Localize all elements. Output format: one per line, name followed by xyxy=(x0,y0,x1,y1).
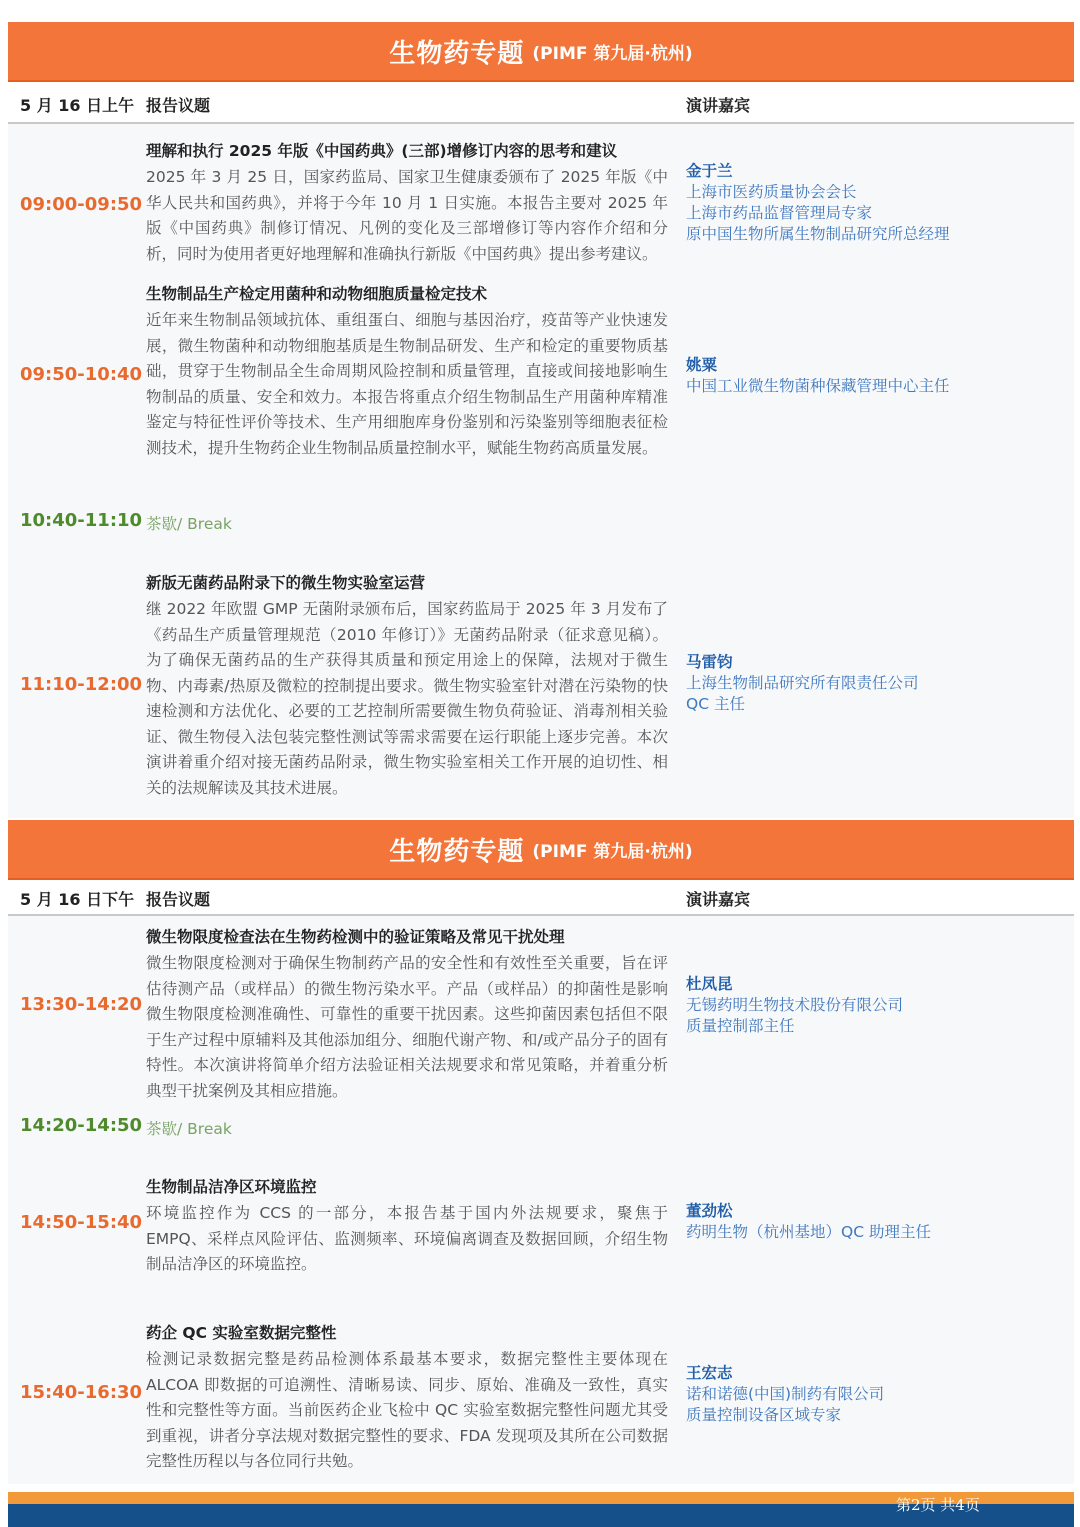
slot-time: 14:50-15:40 xyxy=(20,1212,143,1233)
slot-topic xyxy=(146,283,668,461)
topic-description: 微生物限度检测对于确保生物制药产品的安全性和有效性至关重要，旨在评估待测产品（或样品）的微生物污染水平。产品（或样品）的抑菌性是影响微生物限度检测准确性、可靠性的重要干扰因素。这些抑菌因素包括但不限于生产过程中原辅料及其他添加组分、细胞代谢产物、和/或产品分子的固有特性。本次演讲将简单介绍方法验证相关法规要求和常见策略，并着重分析典型干扰案例及其相应措施。 xyxy=(146,954,668,1100)
banner-subtitle: (PIMF 第九届·杭州) xyxy=(532,841,693,862)
banner-title: 生物药专题 xyxy=(389,38,525,69)
topic-title: 新版无菌药品附录下的微生物实验室运营 xyxy=(146,574,426,592)
speaker-info xyxy=(686,652,1066,715)
header-date: 5 月 16 日下午 xyxy=(20,890,135,909)
speaker-title: 质量控制部主任 xyxy=(686,1017,795,1035)
slot-time: 13:30-14:20 xyxy=(20,994,143,1015)
break-label: 茶歇/ Break xyxy=(146,1120,232,1138)
agenda-section-morning xyxy=(8,22,1074,818)
page-number: 第2页 共4页 xyxy=(896,1496,980,1514)
agenda-section-afternoon xyxy=(8,820,1074,1484)
speaker-name: 马雷钧 xyxy=(686,653,733,671)
speaker-title: 质量控制设备区域专家 xyxy=(686,1406,842,1424)
column-header xyxy=(8,82,1074,124)
speaker-title: 上海生物制品研究所有限责任公司 xyxy=(686,674,919,692)
slot-time: 09:00-09:50 xyxy=(20,194,143,215)
topic-title: 微生物限度检查法在生物药检测中的验证策略及常见干扰处理 xyxy=(146,928,565,946)
slot-time: 11:10-12:00 xyxy=(20,674,143,695)
topic-title: 生物制品生产检定用菌种和动物细胞质量检定技术 xyxy=(146,285,488,303)
topic-title: 生物制品洁净区环境监控 xyxy=(146,1178,317,1196)
topic-description: 继 2022 年欧盟 GMP 无菌附录颁布后，国家药监局于 2025 年 3 月发布了《药品生产质量管理规范（2010 年修订）》无菌药品附录（征求意见稿）。为了确保无菌药品的生产获得其质量和预定用途上的保障，法规对于微生物、内毒素/热原及微粒的控制提出要求。微生物实验室针对潜在污染物的快速检测和方法优化、必要的工艺控制所需要微生物负荷验证、消毒剂相关验证、微生物侵入法包装完整性测试等需求需要在运行职能上逐步完善。本次演讲着重介绍对接无菌药品附录，微生物实验室相关工作开展的迫切性、相关的法规解读及其技术进展。 xyxy=(146,600,668,797)
speaker-name: 杜凤昆 xyxy=(686,975,733,993)
topic-description: 检测记录数据完整是药品检测体系最基本要求，数据完整性主要体现在 ALCOA 即数据的可追溯性、清晰易读、同步、原始、准确及一致性，真实性和完整性等方面。当前医药企业飞检中 QC 实验室数据完整性问题尤其受到重视，讲者分享法规对数据完整性的要求、FDA 发现项及其所在公司数据完整性历程以与各位同行共勉。 xyxy=(146,1350,668,1470)
header-speaker: 演讲嘉宾 xyxy=(686,96,751,115)
header-date: 5 月 16 日上午 xyxy=(20,96,135,115)
speaker-info xyxy=(686,355,1066,397)
slot-time: 15:40-16:30 xyxy=(20,1382,143,1403)
slot-topic xyxy=(146,140,668,267)
section-banner xyxy=(8,820,1074,880)
topic-description: 2025 年 3 月 25 日，国家药监局、国家卫生健康委颁布了 2025 年版《中华人民共和国药典》，并将于今年 10 月 1 日实施。本报告主要对 2025 年版《中国药典》制修订情况、凡例的变化及三部增修订等内容作介绍和分析，同时为使用者更好地理解和准确执行新版《中国药典》提出参考建议。 xyxy=(146,168,668,263)
slot-time: 09:50-10:40 xyxy=(20,364,143,385)
speaker-title: 上海市药品监督管理局专家 xyxy=(686,204,873,222)
speaker-title: 原中国生物所属生物制品研究所总经理 xyxy=(686,225,950,243)
header-topic: 报告议题 xyxy=(146,890,211,909)
header-speaker: 演讲嘉宾 xyxy=(686,890,751,909)
section-banner xyxy=(8,22,1074,82)
topic-description: 近年来生物制品领域抗体、重组蛋白、细胞与基因治疗，疫苗等产业快速发展，微生物菌种和动物细胞基质是生物制品研发、生产和检定的重要物质基础，贯穿于生物制品全生命周期风险控制和质量管理，直接或间接地影响生物制品的质量、安全和效力。本报告将重点介绍生物制品生产用菌种库精准鉴定与特征性评价等技术、生产用细胞库身份鉴别和污染鉴别等细胞表征检测技术，提升生物药企业生物制品质量控制水平，赋能生物药高质量发展。 xyxy=(146,311,668,457)
banner-subtitle: (PIMF 第九届·杭州) xyxy=(532,43,693,64)
break-time: 14:20-14:50 xyxy=(20,1115,143,1136)
speaker-title: 上海市医药质量协会会长 xyxy=(686,183,857,201)
topic-title: 药企 QC 实验室数据完整性 xyxy=(146,1324,337,1342)
speaker-name: 姚粟 xyxy=(686,356,718,374)
speaker-title: 无锡药明生物技术股份有限公司 xyxy=(686,996,904,1014)
break-time: 10:40-11:10 xyxy=(20,510,143,531)
speaker-info xyxy=(686,1363,1066,1426)
speaker-name: 王宏志 xyxy=(686,1364,733,1382)
banner-title: 生物药专题 xyxy=(389,836,525,867)
speaker-title: 药明生物（杭州基地）QC 助理主任 xyxy=(686,1223,931,1241)
speaker-title: QC 主任 xyxy=(686,695,745,713)
speaker-info xyxy=(686,974,1066,1037)
header-topic: 报告议题 xyxy=(146,96,211,115)
break-label: 茶歇/ Break xyxy=(146,515,232,533)
slot-topic xyxy=(146,926,668,1104)
slot-topic xyxy=(146,572,668,801)
speaker-title: 中国工业微生物菌种保藏管理中心主任 xyxy=(686,377,950,395)
slot-topic xyxy=(146,1176,668,1278)
topic-description: 环境监控作为 CCS 的一部分，本报告基于国内外法规要求，聚焦于 EMPQ、采样点风险评估、监测频率、环境偏离调查及数据回顾，介绍生物制品洁净区的环境监控。 xyxy=(146,1204,668,1273)
slot-topic xyxy=(146,1322,668,1475)
speaker-info xyxy=(686,1201,1066,1243)
speaker-name: 金于兰 xyxy=(686,162,733,180)
speaker-info xyxy=(686,161,1066,245)
speaker-name: 董劲松 xyxy=(686,1202,733,1220)
column-header xyxy=(8,880,1074,916)
topic-title: 理解和执行 2025 年版《中国药典》(三部)增修订内容的思考和建议 xyxy=(146,142,618,160)
speaker-title: 诺和诺德(中国)制药有限公司 xyxy=(686,1385,885,1403)
